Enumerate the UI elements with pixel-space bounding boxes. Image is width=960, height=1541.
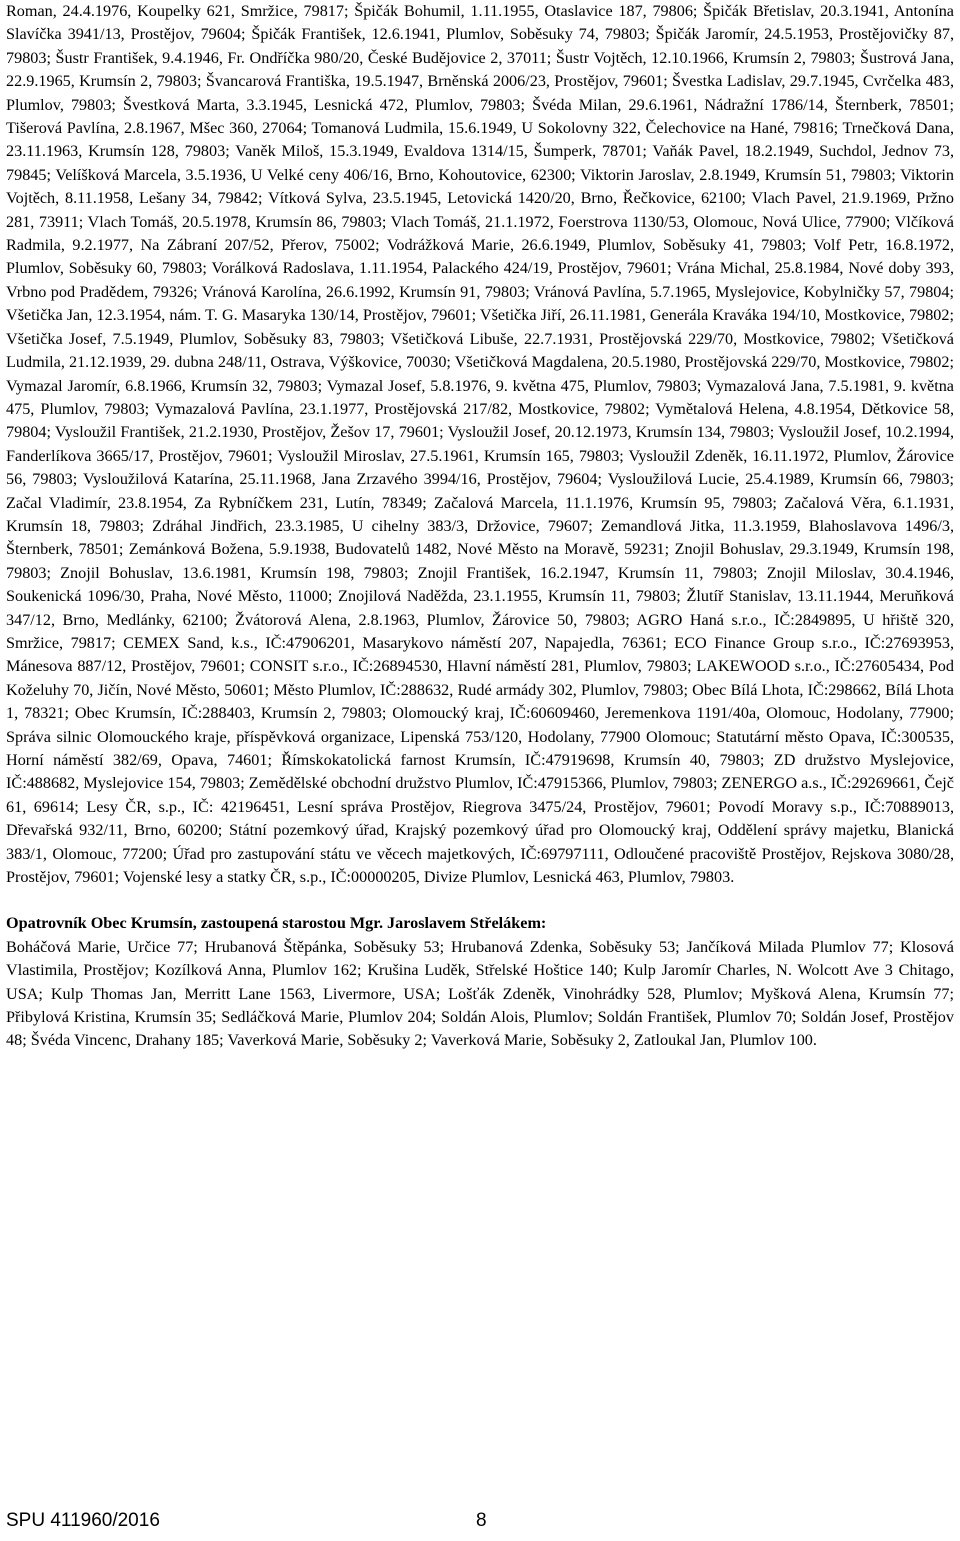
owners-list-paragraph: Roman, 24.4.1976, Koupelky 621, Smržice, 79817; Špičák Bohumil, 1.11.1955, Otaslavice 187, 79806; Špičák Břetislav, 20.3.1941, Antonína Slavíčka 3941/13, Prostějov, 79604; Špičák František, 12.6.1941, Plumlov, Soběsuky 74, 79803; Špičák Jaromír, 24.5.1953, Prostějovičky 87, 79803; Šustr František, 9.4.1946, Fr. Ondříčka 980/20, České Budějovice 2, 37011; Šustr Vojtěch, 12.10.1966, Krumsín 2, 79803; Šustrová Jana, 22.9.1965, Krumsín 2, 79803; Švancarová Františka, 19.5.1947, Brněnská 2006/23, Prostějov, 79601; Švestka Ladislav, 29.7.1945, Cvrčelka 483, Plumlov, 79803; Švestková Marta, 3.3.1945, Lesnická 472, Plumlov, 79803; Švéda Milan, 29.6.1961, Nádražní 1786/14, Šternberk, 78501; Tišerová Pavlína, 2.8.1967, Mšec 360, 27064; Tomanová Ludmila, 15.6.1949, U Sokolovny 322, Čelechovice na Hané, 79816; Trnečková Dana, 23.11.1963, Krumsín 128, 79803; Vaněk Miloš, 15.3.1949, Evaldova 1314/15, Šumperk, 78701; Vaňák Pavel, 18.2.1949, Suchdol, Jednov 73, 79845; Velíšková Marcela, 3.5.1936, U Velké ceny 406/16, Brno, Kohoutovice, 62300; Viktorin Jaroslav, 2.8.1949, Krumsín 51, 79803; Viktorin Vojtěch, 8.11.1958, Lešany 34, 79842; Vítková Sylva, 23.5.1945, Letovická 1420/20, Brno, Řečkovice, 62100; Vlach Pavel, 21.9.1969, Pržno 281, 73911; Vlach Tomáš, 20.5.1978, Krumsín 86, 79803; Vlach Tomáš, 21.1.1972, Foerstrova 1130/53, Olomouc, Nová Ulice, 77900; Vlčíková Radmila, 9.2.1977, Na Zábraní 207/52, Přerov, 75002; Vodrážková Marie, 26.6.1949, Plumlov, Soběsuky 41, 79803; Volf Petr, 16.8.1972, Plumlov, Soběsuky 60, 79803; Vorálková Radoslava, 1.11.1954, Palackého 424/19, Prostějov, 79601; Vrána Michal, 25.8.1984, Nové doby 393, Vrbno pod Pradědem, 79326; Vránová Karolína, 26.6.1992, Krumsín 91, 79803; Vránová Pavlína, 5.7.1965, Myslejovice, Kobylničky 57, 79804; Všetička Jan, 12.3.1954, nám. T. G. Masaryka 130/14, Prostějov, 79601; Všetička Jiří, 26.11.1981, Generála Kraváka 194/10, Mostkovice, 79802; Všetička Josef, 7.5.1949, Plumlov, Soběsuky 83, 79803; Všetičková Libuše, 22.7.1931, Prostějovská 229/70, Mostkovice, 79802; Všetičková Ludmila, 21.12.1939, 29. dubna 248/11, Ostrava, Výškovice, 70030; Všetičková Magdalena, 20.5.1980, Prostějovská 229/70, Mostkovice, 79802; Vymazal Jaromír, 6.8.1966, Krumsín 32, 79803; Vymazal Josef, 5.8.1976, 9. května 475, Plumlov, 79803; Vymazalová Jana, 7.5.1981, 9. května 475, Plumlov, 79803; Vymazalová Pavlína, 23.1.1977, Prostějovská 217/82, Mostkovice, 79802; Vymětalová Helena, 4.8.1954, Dětkovice 58, 79804; Vysloužil František, 21.2.1930, Prostějov, Žešov 17, 79601; Vysloužil Josef, 20.12.1973, Krumsín 134, 79803; Vysloužil Josef, 10.2.1994, Fanderlíkova 3665/17, Prostějov, 79601; Vysloužil Miroslav, 27.5.1961, Krumsín 165, 79803; Vysloužil Zdeněk, 16.11.1972, Plumlov, Žárovice 56, 79803; Vysloužilová Katarína, 25.11.1968, Jana Zrzavého 3994/16, Prostějov, 79604; Vysloužilová Lucie, 25.4.1989, Krumsín 66, 79803; Začal Vladimír, 23.8.1954, Za Rybníčkem 231, Lutín, 78349; Začalová Marcela, 11.1.1976, Krumsín 95, 79803; Začalová Věra, 6.1.1931, Krumsín 18, 79803; Zdráhal Jindřich, 23.3.1985, U cihelny 383/3, Držovice, 79607; Zemandlová Jitka, 11.3.1959, Blahoslavova 1496/3, Šternberk, 78501; Zemánková Božena, 5.9.1938, Budovatelů 1482, Nové Město na Moravě, 59231; Znojil Bohuslav, 29.3.1949, Krumsín 198, 79803; Znojil Bohuslav, 13.6.1981, Krumsín 198, 79803; Znojil František, 16.2.1947, Krumsín 11, 79803; Znojil Miloslav, 30.4.1946, Soukenická 1096/30, Praha, Nové Město, 11000; Znojilová Naděžda, 23.1.1955, Krumsín 11, 79803; Žlutíř Stanislav, 13.11.1944, Meruňková 347/12, Brno, Medlánky, 62100; Žvátorová Alena, 2.8.1963, Plumlov, Žárovice 50, 79803; AGRO Haná s.r.o., IČ:2849895, U hřiště 320, Smržice, 79817; CEMEX Sand, k.s., IČ:47906201, Masarykovo náměstí 207, Napajedla, 76361; ECO Finance Group s.r.o., IČ:27693953, Mánesova 887/12, Prostějov, 79601; CONSIT s.r.o., IČ:26894530, Hlavní náměstí 281, Plumlov, 79803; LAKEWOOD s.r.o., IČ:27605434, Pod Koželuhy 70, Jičín, Nové Město, 50601; Město Plumlov, IČ:288632, Rudé armády 302, Plumlov, 79803; Obec Bílá Lhota, IČ:298662, Bílá Lhota 1, 78321; Obec Krumsín, IČ:288403, Krumsín 2, 79803; Olomoucký kraj, IČ:60609460, Jeremenkova 1191/40a, Olomouc, Hodolany, 77900; Správa silnic Olomouckého kraje, příspěvková organizace, Lipenská 753/120, Hodolany, 77900 Olomouc; Statutární město Opava, IČ:300535, Horní náměstí 382/69, Opava, 74601; Římskokatolická farnost Krumsín, IČ:47919698, Krumsín 40, 79803; ZD družstvo Myslejovice, IČ:488682, Myslejovice 154, 79803; Zemědělské obchodní družstvo Plumlov, IČ:47915366, Plumlov, 79803; ZENERGO a.s., IČ:29269661, Čejč 61, 69614; Lesy ČR, s.p., IČ: 42196451, Lesní správa Prostějov, Riegrova 3475/24, Prostějov, 79601; Povodí Moravy s.p., IČ:70889013, Dřevařská 932/11, Brno, 60200; Státní pozemkový úřad, Krajský pozemkový úřad pro Olomoucký kraj, Oddělení správy majetku, Blanická 383/1, Olomouc, 77200; Úřad pro zastupování státu ve věcech majetkových, IČ:69797111, Odloučené pracoviště Prostějov, Rejskova 3080/28, Prostějov, 79601; Vojenské lesy a statky ČR, s.p., IČ:00000205, Divize Plumlov, Lesnická 463, Plumlov, 79803. [6,2,954,887]
document-page [6,0,954,1053]
document-id: SPU 411960/2016 [6,1510,160,1531]
guardian-heading: Opatrovník Obec Krumsín, zastoupená starostou Mgr. Jaroslavem Střelákem: [6,914,547,933]
page-number: 8 [476,1510,487,1531]
guardian-list-paragraph: Boháčová Marie, Určice 77; Hrubanová Štěpánka, Soběsuky 53; Hrubanová Zdenka, Soběsuky 53; Jančíková Milada Plumlov 77; Klosová Vlastimila, Prostějov; Kozílková Anna, Plumlov 162; Krušina Luděk, Střelské Hoštice 140; Kulp Jaromír Charles, N. Wolcott Ave 3 Chitago, USA; Kulp Thomas Jan, Merritt Lane 1563, Livermore, USA; Lošťák Zdeněk, Vinohrádky 528, Plumlov; Myšková Alena, Krumsín 77; Přibylová Kristina, Krumsín 35; Sedláčková Marie, Plumlov 204; Soldán Alois, Plumlov; Soldán František, Plumlov 70; Soldán Josef, Prostějov 48; Švéda Vincenc, Drahany 185; Vaverková Marie, Soběsuky 2; Vaverková Marie, Soběsuky 2, Zatloukal Jan, Plumlov 100. [6,937,954,1050]
